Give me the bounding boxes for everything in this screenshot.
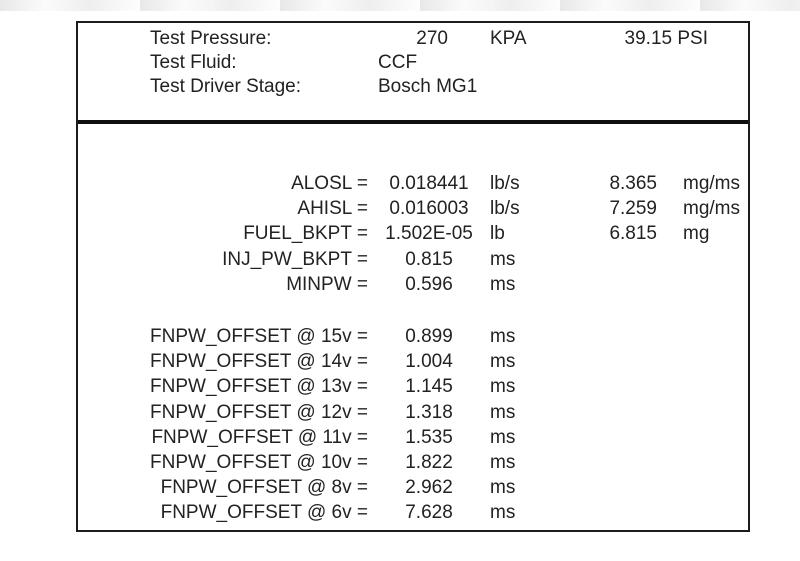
param-row-inj-pw-bkpt xyxy=(78,247,748,272)
offset-unit: ms xyxy=(490,376,516,398)
offset-unit: ms xyxy=(490,351,516,373)
param-metric-unit: mg/ms xyxy=(683,198,740,220)
test-pressure-value: 270 xyxy=(416,28,448,49)
offset-row-13v xyxy=(78,374,748,399)
offset-label: FNPW_OFFSET @ 6v = xyxy=(160,502,368,524)
offset-row-12v xyxy=(78,400,748,425)
param-row-fuel-bkpt xyxy=(78,221,748,246)
offset-label: FNPW_OFFSET @ 10v = xyxy=(150,451,368,473)
offset-value: 1.535 xyxy=(405,426,453,448)
offset-row-15v xyxy=(78,324,748,349)
body-section xyxy=(78,124,748,525)
param-metric-value: 7.259 xyxy=(609,198,657,220)
param-unit: ms xyxy=(490,273,516,295)
offset-unit: ms xyxy=(490,502,516,524)
param-value: 1.502E-05 xyxy=(385,223,473,245)
test-pressure-psi: 39.15 PSI xyxy=(624,28,708,49)
test-pressure-label: Test Pressure: xyxy=(150,28,272,49)
offset-value: 1.822 xyxy=(405,451,453,473)
header-row-test-fluid xyxy=(78,51,748,75)
row-group-gap xyxy=(78,297,748,324)
offset-value: 7.628 xyxy=(405,502,453,524)
offset-label: FNPW_OFFSET @ 8v = xyxy=(160,477,368,499)
offset-unit: ms xyxy=(490,477,516,499)
header-row-test-pressure xyxy=(78,27,748,51)
offset-row-14v xyxy=(78,349,748,374)
report-box xyxy=(76,21,750,532)
offset-value: 1.145 xyxy=(405,376,453,398)
param-metric-value: 8.365 xyxy=(609,173,657,194)
param-label: ALOSL = xyxy=(291,173,368,194)
test-driver-stage-label: Test Driver Stage: xyxy=(150,76,301,97)
param-metric-unit: mg/ms xyxy=(683,173,740,194)
offset-unit: ms xyxy=(490,426,516,448)
param-value: 0.016003 xyxy=(389,198,469,220)
offset-row-10v xyxy=(78,450,748,475)
test-fluid-label: Test Fluid: xyxy=(150,52,237,73)
offset-value: 1.004 xyxy=(405,351,453,373)
test-fluid-value: CCF xyxy=(378,52,418,73)
param-label: INJ_PW_BKPT = xyxy=(222,248,368,270)
offset-value: 0.899 xyxy=(405,325,453,347)
param-value: 0.815 xyxy=(405,248,453,270)
offset-label: FNPW_OFFSET @ 14v = xyxy=(150,351,368,373)
param-row-alosl xyxy=(78,171,748,196)
offset-row-8v xyxy=(78,475,748,500)
param-row-ahisl xyxy=(78,196,748,221)
offset-unit: ms xyxy=(490,401,516,423)
param-unit: lb/s xyxy=(490,173,520,194)
param-metric-value xyxy=(593,247,657,272)
param-label: AHISL = xyxy=(297,198,368,220)
offset-label: FNPW_OFFSET @ 12v = xyxy=(150,401,368,423)
param-label: FUEL_BKPT = xyxy=(243,223,368,245)
offset-row-11v xyxy=(78,425,748,450)
test-driver-stage-value: Bosch MG1 xyxy=(378,76,478,97)
param-metric-value xyxy=(593,272,657,297)
param-metric-unit: mg xyxy=(683,223,710,245)
param-value: 0.018441 xyxy=(389,173,469,194)
offset-unit: ms xyxy=(490,325,516,347)
scan-noise-band xyxy=(0,0,800,11)
param-value: 0.596 xyxy=(405,273,453,295)
param-unit: lb xyxy=(490,223,505,245)
test-pressure-unit: KPA xyxy=(490,28,527,49)
offset-label: FNPW_OFFSET @ 13v = xyxy=(150,376,368,398)
offset-row-6v xyxy=(78,500,748,525)
param-label: MINPW = xyxy=(286,273,368,295)
header-section xyxy=(78,23,748,120)
param-metric-value: 6.815 xyxy=(609,223,657,245)
offset-value: 1.318 xyxy=(405,401,453,423)
param-unit: lb/s xyxy=(490,198,520,220)
offset-value: 2.962 xyxy=(405,477,453,499)
offset-label: FNPW_OFFSET @ 11v = xyxy=(151,426,368,448)
offset-label: FNPW_OFFSET @ 15v = xyxy=(150,325,368,347)
param-row-minpw xyxy=(78,272,748,297)
param-unit: ms xyxy=(490,248,516,270)
offset-unit: ms xyxy=(490,451,516,473)
header-row-test-driver-stage xyxy=(78,75,748,99)
